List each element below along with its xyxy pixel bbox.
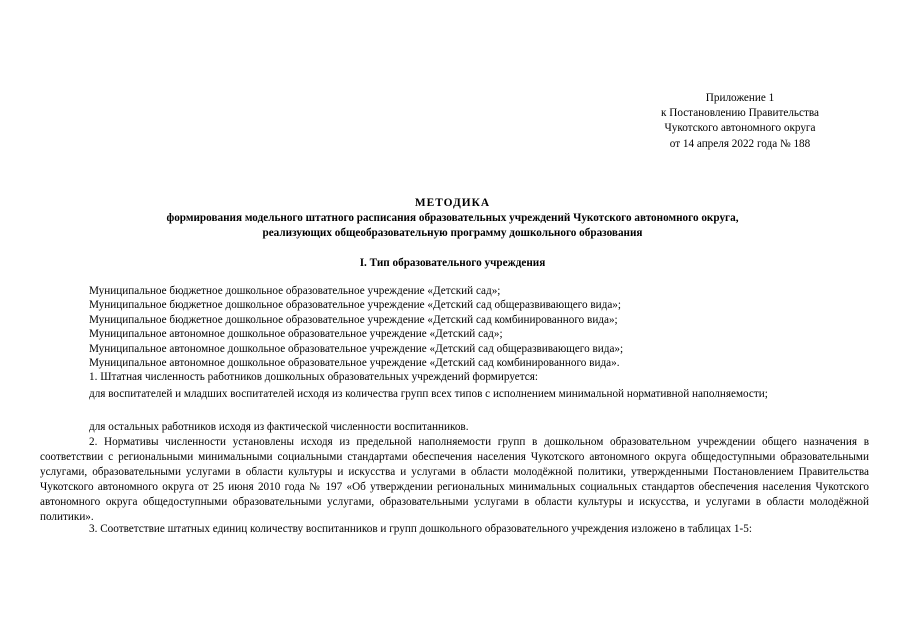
- list-item: Муниципальное автономное дошкольное образовательное учреждение «Детский сад комбинированного вида».: [89, 357, 620, 370]
- title-subtitle-line2: реализующих общеобразовательную программу дошкольного образования: [262, 227, 643, 239]
- appendix-authority: Чукотского автономного округа: [664, 122, 816, 135]
- appendix-reference: к Постановлению Правительства: [661, 107, 819, 120]
- staffing-intro: 1. Штатная численность работников дошкольных образовательных учреждений формируется:: [89, 371, 538, 384]
- document-title: [40, 196, 865, 241]
- paragraph-other-staff: для остальных работников исходя из фактической численности воспитанников.: [89, 421, 469, 433]
- appendix-date: от 14 апреля 2022 года № 188: [669, 137, 811, 150]
- appendix-number: Приложение 1: [705, 92, 775, 104]
- list-item: Муниципальное автономное дошкольное образовательное учреждение «Детский сад общеразвивающего вида»;: [89, 342, 624, 355]
- list-item: Муниципальное бюджетное дошкольное образовательное учреждение «Детский сад общеразвивающего вида»;: [89, 299, 621, 312]
- paragraph-educators: для воспитателей и младших воспитателей исходя из количества групп всех типов с исполнением минимальной нормативной наполняемости;: [89, 388, 768, 400]
- title-main: МЕТОДИКА: [414, 197, 491, 209]
- list-item: Муниципальное автономное дошкольное образовательное учреждение «Детский сад»;: [89, 328, 503, 341]
- list-item: Муниципальное бюджетное дошкольное образовательное учреждение «Детский сад»;: [89, 285, 501, 297]
- title-subtitle-line1: формирования модельного штатного расписания образовательных учреждений Чукотского автономного округа,: [166, 212, 739, 224]
- list-item: Муниципальное бюджетное дошкольное образовательное учреждение «Детский сад комбинированного вида»;: [89, 313, 618, 326]
- paragraph-norms: 2. Нормативы численности установлены исходя из предельной наполняемости групп в дошкольном образовательном учреждении общего назначения в соответствии с региональными минимальными социальными стандартами обеспечения населения Чукотского автономного округа общедоступными образовательными услугами, образовательными услугами в области культуры и искусства и услугами в области молодёжной политики, утвержденными Постановлением Правительства Чукотского автономного округа от 25 июня 2010 года № 197 «Об утверждении региональных минимальных социальных стандартов обеспечения населения Чукотского автономного округа общедоступными образовательными услугами, образовательными услугами в области культуры и искусства, и услугами в области молодёжной политики».: [40, 436, 869, 523]
- institution-type-list: [89, 284, 869, 385]
- section-heading: I. Тип образовательного учреждения: [359, 257, 546, 269]
- paragraph-tables: 3. Соответствие штатных единиц количеству воспитанников и групп дошкольного образовательного учреждения изложено в таблицах 1-5:: [89, 523, 752, 535]
- appendix-block: [640, 91, 840, 152]
